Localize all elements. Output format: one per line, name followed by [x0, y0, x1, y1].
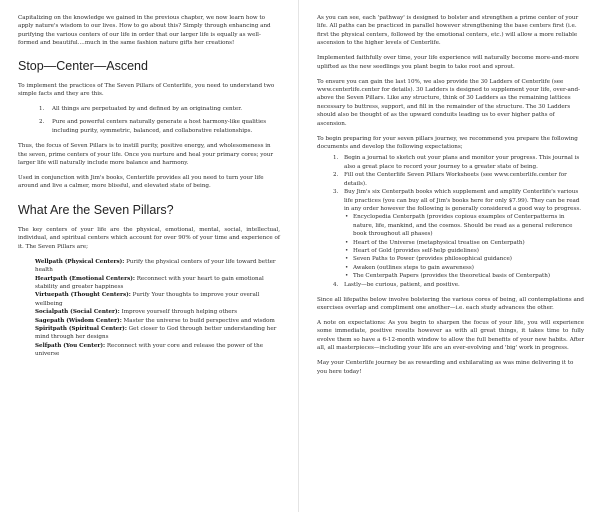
left-page: [18, 14, 280, 363]
list-number: 2.: [333, 172, 339, 179]
list-item: [317, 171, 584, 188]
list-item: [35, 308, 280, 316]
pillar-desc: Purify the physical centers of your life toward better health: [35, 258, 276, 274]
pillar-desc: Reconnect with your heart to gain emotional stability and greater happiness: [35, 275, 264, 290]
pillar-name: Spiritpath (Spiritual Center):: [35, 325, 127, 332]
list-item: • Seven Paths to Power (provides philosophical guidance): [344, 255, 584, 263]
pillar-name: Sagepath (Wisdom Center):: [35, 317, 122, 324]
list-item: [18, 105, 280, 113]
pillar-name: Wellpath (Physical Centers):: [35, 258, 125, 265]
list-number: 3.: [333, 189, 339, 196]
book-list: [344, 213, 584, 280]
pillar-desc: Reconnect with your core and release the power of the universe: [35, 342, 264, 358]
right-page: [317, 14, 584, 383]
list-number: 1.: [39, 106, 45, 113]
list-item: • Heart of the Universe (metaphysical treatise on Centerpath): [344, 239, 584, 247]
list-item: [35, 342, 280, 359]
list-text: Buy Jim's six Centerpath books which supplement and amplify Centerlife's various life practices (you can buy all of Jim's books here for only $7.99). They can be read in any order however the following is generally considered a good way to progress.: [344, 189, 581, 212]
list-item: [317, 281, 584, 289]
list-item: [317, 188, 584, 280]
faithfully-paragraph: Implemented faithfully over time, your life experience will naturally become more-and-more uplifted as the new seedlings you plant begin to take root and sprout.: [317, 55, 579, 70]
list-item: • Awaken (outlines steps to gain awareness): [344, 264, 584, 272]
ensure-paragraph: To ensure you can gain the last 10%, we also provide the 30 Ladders of Centerlife (see www.centerlife.center for details). 30 Ladders is designed to supplement your life, over-and-above the Seven Pillars. Like any structure, think of 30 Ladders as the remaining lattices necessary to buttress, support, and fill in the remainder of the structure. The 30 Ladders should also be thought of as the upward conduits leading us to ever higher paths of ascension.: [317, 78, 580, 127]
pillar-name: Selfpath (You Center):: [35, 342, 106, 349]
list-item: [35, 325, 280, 342]
pillar-desc: Master the universe to build perspective and wisdom: [121, 317, 275, 324]
pillar-name: Heartpath (Emotional Centers):: [35, 275, 135, 282]
intro-paragraph: Capitalizing on the knowledge we gained in the previous chapter, we now learn how to apply nature's wisdom to our lives. How to go about this? Simply through enhancing and purifying the various centers of our life in order that our larger life is equally as well-formed and beautiful....much in the same fashion nature gifts her creations!: [18, 15, 271, 47]
list-text: All things are perpetuated by and defined by an originating center.: [52, 106, 243, 113]
books-paragraph: Used in conjunction with Jim's books, Centerlife provides all you need to turn your life around and live a calmer, more blissful, and elevated state of being.: [18, 175, 264, 190]
lifepaths-paragraph: Since all lifepaths below involve bolstering the various cores of being, all contemplations and exercises overlap and compliment one another—i.e. each study advances the other.: [317, 296, 584, 311]
heading-seven-pillars: What Are the Seven Pillars?: [18, 202, 174, 217]
pillar-desc: Purify Your thoughts to improve your overall wellbeing: [35, 292, 260, 307]
pillar-desc: Get closer to God through better understanding her mind through her designs: [35, 325, 277, 341]
closing-paragraph: May your Centerlife journey be as rewarding and exhilarating as was mine delivering it to you here today!: [317, 360, 574, 375]
list-item: [35, 258, 280, 275]
list-text: Pure and powerful centers naturally generate a host harmony-like qualities including purity, symmetric, balanced, and collaborative relationships.: [52, 119, 267, 134]
list-item: [35, 275, 280, 292]
begin-paragraph: To begin preparing for your seven pillars journey, we recommend you prepare the following documents and develop the following expectations;: [317, 135, 578, 151]
list-text: Fill out the Centerlife Seven Pillars Worksheets (see www.centerlife.center for details).: [344, 172, 567, 187]
expectations-list: [317, 154, 584, 289]
list-item: [35, 291, 280, 308]
facts-list: [18, 105, 280, 135]
pillar-name: Virtuepath (Thought Centers):: [35, 292, 131, 299]
pillar-desc: Improve yourself through helping others: [119, 309, 238, 316]
list-item: [18, 118, 280, 135]
lead-paragraph: To implement the practices of The Seven Pillars of Centerlife, you need to understand two simple facts and they are this.: [18, 82, 275, 98]
expectations-note-paragraph: A note on expectations: As you begin to sharpen the focus of your life, you will experience some immediate, positive results however as with all great things, it takes time to fully evolve them so have a 6-12-month window to allow the full benefits of your new habits. After all, all masterpieces—including your life are an ever-evolving and 'big' work in progress.: [317, 319, 584, 352]
pathway-paragraph: As you can see, each 'pathway' is designed to bolster and strengthen a prime center of your life. All paths can be practiced in parallel however strengthening the base centers first (i.e. first the physical centers, followed by the emotional centers, etc.) will allow a more reliable ascension to the higher levels of Centerlife.: [317, 15, 579, 47]
key-centers-paragraph: The key centers of your life are the physical, emotional, mental, social, intellectual, individual, and spiritual centers which account for over 90% of your time and experience of it. The Seven Pillars are;: [18, 226, 280, 250]
page-gutter: [298, 0, 299, 512]
list-number: 2.: [39, 119, 45, 126]
pillars-list: [18, 258, 280, 359]
list-item: [35, 317, 280, 325]
thus-paragraph: Thus, the focus of Seven Pillars is to instill purity, positive energy, and wholesomeness in the seven, prime centers of your life. Once you nurture and heal your primary cores; your larger life will naturally include more balance and harmony.: [18, 143, 274, 167]
heading-stop-center-ascend: Stop—Center—Ascend: [18, 58, 148, 73]
list-text: Begin a journal to sketch out your plans and monitor your progress. This journal is also a great place to record your journey to a greater state of being.: [344, 155, 580, 170]
pillar-name: Socialpath (Social Center):: [35, 309, 120, 316]
list-item: • Encyclopedia Centerpath (provides copious examples of Centerpatterns in nature, life, mankind, and the cosmos. Should be read as a general reference book throughout all phases): [344, 213, 584, 238]
list-item: • Heart of Gold (provides self-help guidelines): [344, 247, 584, 255]
list-number: 4.: [333, 281, 339, 288]
list-item: • The Centerpath Papers (provides the theoretical basis of Centerpath): [344, 272, 584, 280]
list-text: Lastly—be curious, patient, and positive.: [344, 281, 460, 288]
list-item: [317, 154, 584, 171]
list-number: 1.: [333, 155, 339, 162]
